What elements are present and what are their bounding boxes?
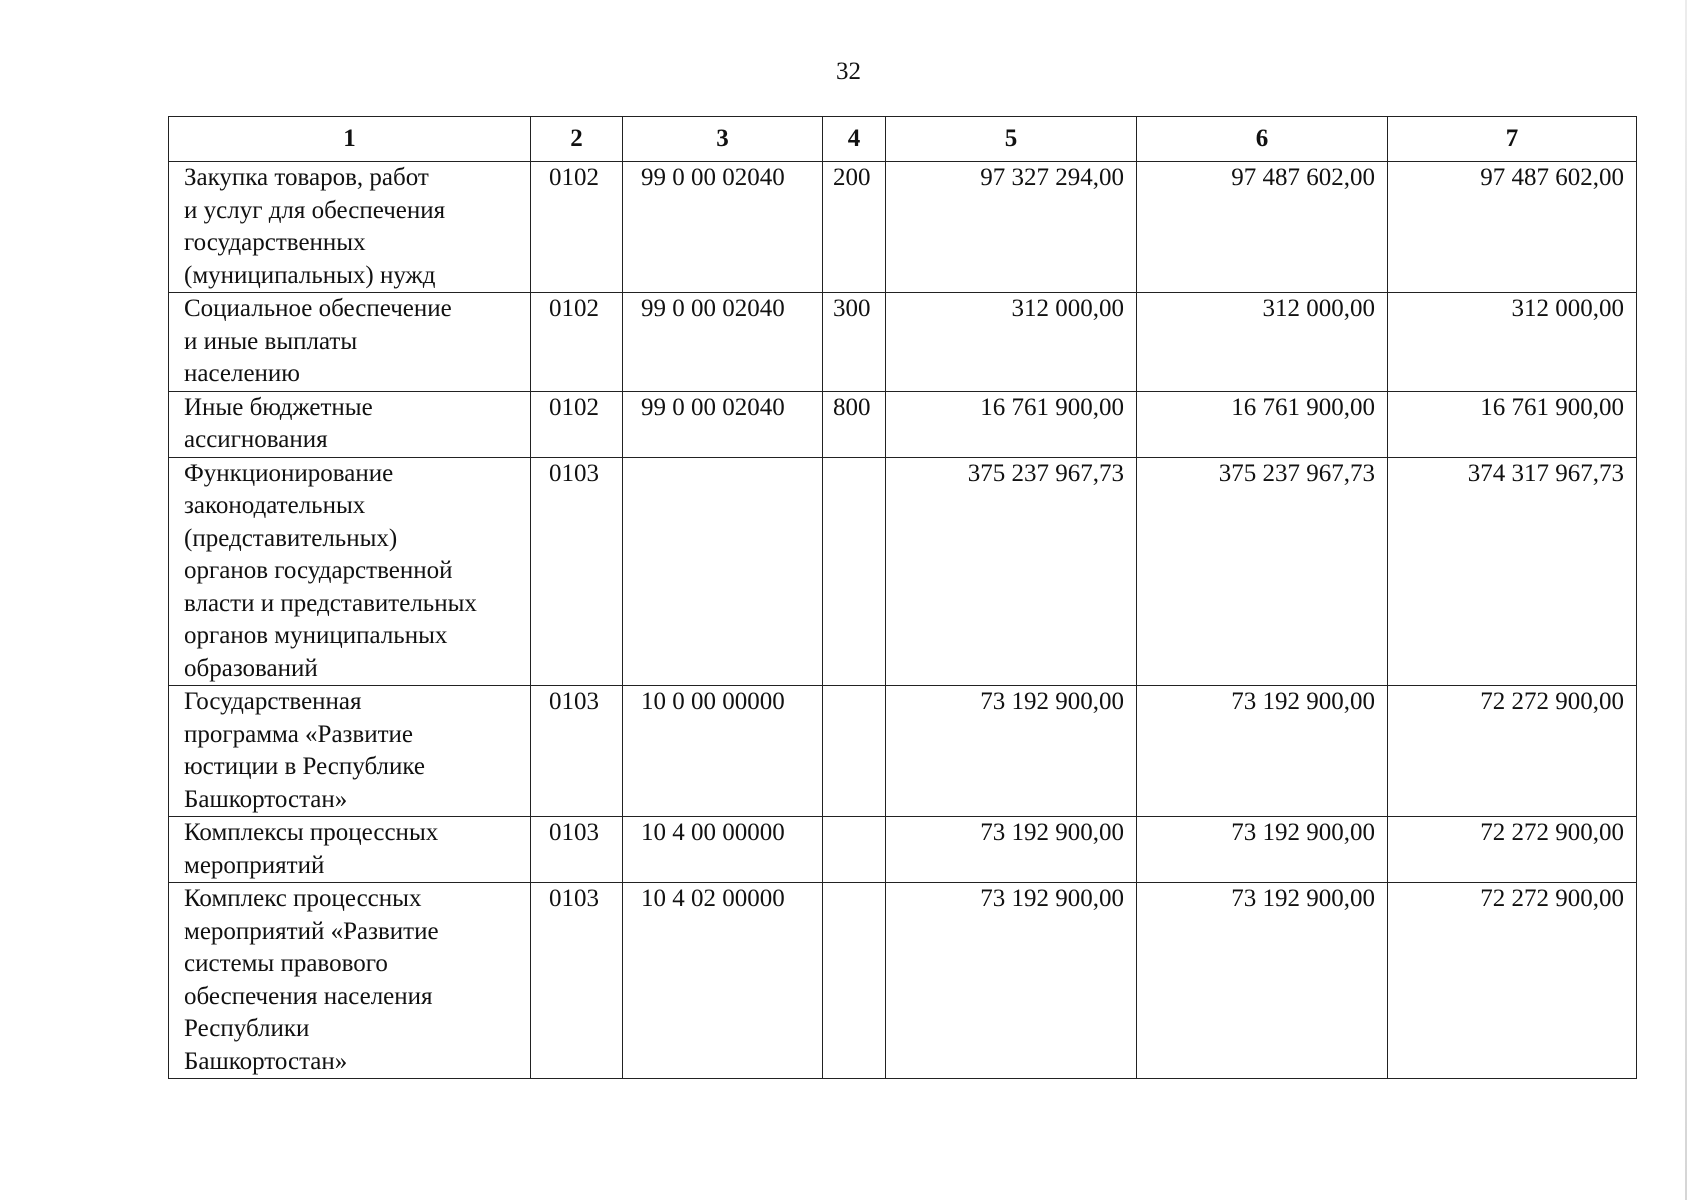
table-row: [169, 686, 1637, 817]
row-name-line: Комплекс процессных: [184, 885, 422, 912]
row-name-line: системы правового: [184, 950, 388, 977]
amount-2-cell: 97 487 602,00: [1137, 162, 1388, 293]
row-name-line: органов муниципальных: [184, 622, 448, 649]
amount-1-cell: 73 192 900,00: [886, 686, 1137, 817]
table-row: [169, 817, 1637, 883]
expense-type-cell: 300: [823, 293, 886, 392]
table-header-row: [169, 117, 1637, 162]
table-row: [169, 883, 1637, 1079]
expense-type-cell: [823, 686, 886, 817]
amount-1-cell: 73 192 900,00: [886, 883, 1137, 1079]
target-code-cell: 99 0 00 02040: [623, 391, 823, 457]
amount-3-cell: 16 761 900,00: [1388, 391, 1637, 457]
section-code-cell: 0103: [531, 457, 623, 686]
row-name-line: обеспечения населения: [184, 982, 433, 1010]
table-row: [169, 162, 1637, 293]
row-name-line: и иные выплаты: [184, 327, 358, 355]
table-row: [169, 391, 1637, 457]
header-cell: 7: [1388, 117, 1637, 162]
row-name-cell: [169, 883, 531, 1079]
section-code-cell: 0102: [531, 162, 623, 293]
row-name-line: ассигнования: [184, 426, 328, 453]
row-name-line: Государственная: [184, 688, 362, 715]
header-cell: 3: [623, 117, 823, 162]
row-name-line: Башкортостан»: [184, 785, 348, 813]
row-name-line: Функционирование: [184, 459, 394, 487]
target-code-cell: 10 0 00 00000: [623, 686, 823, 817]
expense-type-cell: 200: [823, 162, 886, 293]
target-code-cell: 99 0 00 02040: [623, 293, 823, 392]
row-name-line: Республики: [184, 1015, 310, 1042]
amount-3-cell: 97 487 602,00: [1388, 162, 1637, 293]
amount-1-cell: 16 761 900,00: [886, 391, 1137, 457]
amount-1-cell: 97 327 294,00: [886, 162, 1137, 293]
row-name-line: Комплексы процессных: [184, 819, 439, 846]
target-code-cell: [623, 457, 823, 686]
section-code-cell: 0102: [531, 391, 623, 457]
target-code-cell: 10 4 00 00000: [623, 817, 823, 883]
budget-table: [168, 116, 1637, 1079]
row-name-cell: [169, 391, 531, 457]
amount-2-cell: 73 192 900,00: [1137, 686, 1388, 817]
section-code-cell: 0103: [531, 883, 623, 1079]
row-name-line: мероприятий: [184, 851, 325, 879]
amount-1-cell: 73 192 900,00: [886, 817, 1137, 883]
row-name-line: законодательных: [184, 492, 366, 519]
section-code-cell: 0102: [531, 293, 623, 392]
amount-2-cell: 73 192 900,00: [1137, 883, 1388, 1079]
expense-type-cell: [823, 457, 886, 686]
row-name-line: населению: [184, 360, 300, 387]
amount-3-cell: 72 272 900,00: [1388, 686, 1637, 817]
section-code-cell: 0103: [531, 817, 623, 883]
amount-3-cell: 72 272 900,00: [1388, 817, 1637, 883]
row-name-line: (представительных): [184, 524, 398, 552]
row-name-line: юстиции в Республике: [184, 753, 426, 780]
row-name-line: мероприятий «Развитие: [184, 917, 439, 945]
amount-2-cell: 375 237 967,73: [1137, 457, 1388, 686]
header-cell: 2: [531, 117, 623, 162]
amount-2-cell: 16 761 900,00: [1137, 391, 1388, 457]
target-code-cell: 10 4 02 00000: [623, 883, 823, 1079]
row-name-line: Закупка товаров, работ: [184, 164, 429, 191]
amount-3-cell: 72 272 900,00: [1388, 883, 1637, 1079]
table-row: [169, 457, 1637, 686]
row-name-line: (муниципальных) нужд: [184, 261, 436, 289]
row-name-line: программа «Развитие: [184, 720, 414, 748]
row-name-cell: [169, 293, 531, 392]
expense-type-cell: [823, 883, 886, 1079]
target-code-cell: 99 0 00 02040: [623, 162, 823, 293]
page-number: 32: [836, 58, 861, 85]
header-cell: 4: [823, 117, 886, 162]
section-code-cell: 0103: [531, 686, 623, 817]
row-name-cell: [169, 162, 531, 293]
row-name-line: и услуг для обеспечения: [184, 196, 446, 224]
header-cell: 6: [1137, 117, 1388, 162]
header-cell: 5: [886, 117, 1137, 162]
row-name-line: Иные бюджетные: [184, 393, 373, 421]
table-row: [169, 293, 1637, 392]
amount-2-cell: 73 192 900,00: [1137, 817, 1388, 883]
scan-edge-line: [1685, 0, 1687, 1200]
row-name-line: органов государственной: [184, 557, 453, 584]
expense-type-cell: 800: [823, 391, 886, 457]
row-name-cell: [169, 686, 531, 817]
amount-2-cell: 312 000,00: [1137, 293, 1388, 392]
row-name-line: Башкортостан»: [184, 1047, 348, 1075]
amount-1-cell: 375 237 967,73: [886, 457, 1137, 686]
row-name-cell: [169, 817, 531, 883]
expense-type-cell: [823, 817, 886, 883]
amount-3-cell: 312 000,00: [1388, 293, 1637, 392]
row-name-cell: [169, 457, 531, 686]
row-name-line: Социальное обеспечение: [184, 295, 452, 322]
header-cell: 1: [169, 117, 531, 162]
amount-1-cell: 312 000,00: [886, 293, 1137, 392]
row-name-line: государственных: [184, 229, 366, 256]
amount-3-cell: 374 317 967,73: [1388, 457, 1637, 686]
row-name-line: образований: [184, 654, 318, 682]
row-name-line: власти и представительных: [184, 589, 477, 617]
